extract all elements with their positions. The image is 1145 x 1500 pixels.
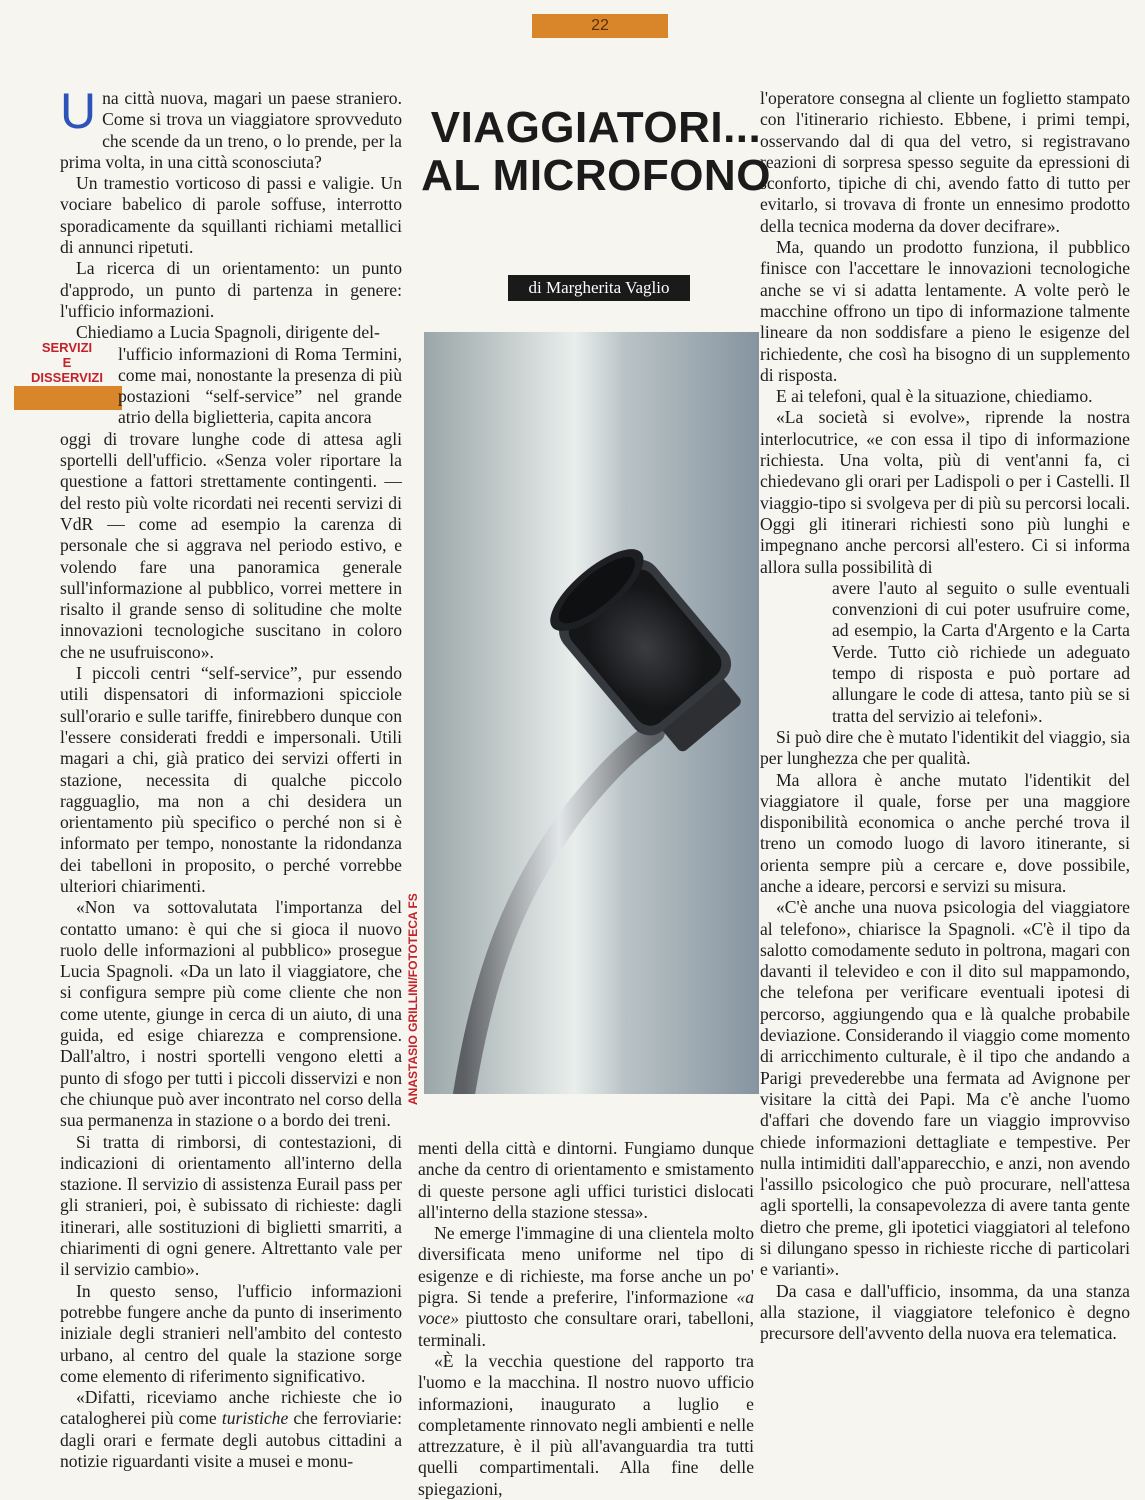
paragraph-continued: oggi di trovare lunghe code di attesa agli sportelli dell'ufficio. «Senza voler riportare la questione a fattori strettamente contingenti. — del resto più volte ricordati nei recenti servizi di VdR — come ad esempio la carenza di personale che si aggrava nel periodo estivo, e volendo fare una panoramica generale sull'informazione al pubblico, vorrei mettere in risalto il grande senso di solitudine che molte innovazioni tecnologiche suscitano in coloro che ne usufruiscono».: [60, 428, 402, 662]
paragraph: Da casa e dall'ufficio, insomma, da una stanza alla stazione, il viaggiatore telefonico è degno precursore dell'avvento della nuova era telematica.: [760, 1280, 1130, 1344]
paragraph: La ricerca di un orientamento: un punto d'approdo, un punto di partenza in genere: l'ufficio informazioni.: [60, 258, 402, 321]
section-label-line-1: SERVIZI: [41, 340, 93, 355]
headline-line-2: AL MICROFONO: [421, 151, 771, 200]
paragraph-continued: l'ufficio informazioni di Roma Termini, come mai, nonostante la presenza di più postazioni “self-service” nel grande atrio della biglietteria, capita ancora: [118, 343, 402, 428]
article-column-2: [418, 1138, 754, 1500]
paragraph: Un tramestio vorticoso di passi e valigie. Un vociare babelico di parole soffuse, interrotto sporadicamente da squillanti richiami metallici di annunci ripetuti.: [60, 173, 402, 258]
section-label-line-2: E: [62, 355, 72, 370]
paragraph-text: «Difatti, riceviamo anche richieste che io catalogherei più come: [60, 1387, 402, 1429]
emphasis: «a voce»: [418, 1287, 754, 1329]
drop-cap: U: [60, 83, 97, 139]
headline: [418, 104, 774, 200]
paragraph: «È la vecchia questione del rapporto tra l'uomo e la macchina. Il nostro nuovo ufficio informazioni, inaugurato a luglio e completamente rinnovato negli ambienti e nelle attrezzature, è il più all'avanguardia tra tutti quelli compartimentali. Alla fine delle spiegazioni,: [418, 1350, 754, 1499]
paragraph: Si può dire che è mutato l'identikit del viaggio, sia per lunghezza che per qualità.: [760, 726, 1130, 769]
paragraph: Si tratta di rimborsi, di contestazioni, di indicazioni di orientamento all'interno della stazione. Il servizio di assistenza Eurail pass per gli stranieri, poi, è subissato di richieste: dagli itinerari, alle sostituzioni di biglietti smarriti, a chiarimenti di ogni genere. Altrettanto vale per il servizio cambio».: [60, 1131, 402, 1280]
paragraph-continued: avere l'auto al seguito o sulle eventuali convenzioni di cui poter usufruire come, ad esempio, la Carta d'Argento e la Carta Verde. Tutto ciò richiede un adeguato tempo di risposta e può portare ad allungare le code di attesa, tanto più se si tratta del servizio ai telefoni».: [832, 577, 1130, 726]
paragraph-text: che ferroviarie: dagli orari e fermate degli autobus cittadini a notizie riguardanti visite a musei e monu-: [60, 1408, 402, 1471]
byline: di Margherita Vaglio: [508, 275, 690, 301]
section-label-line-3: DISSERVIZI: [30, 370, 103, 385]
paragraph: «Non va sottovalutata l'importanza del contatto umano: è qui che si gioca il nuovo ruolo delle informazioni al pubblico» prosegue Lucia Spagnoli. «Da un lato il viaggiatore, che si configura sempre più come cliente che non come utente, giunge in cerca di un aiuto, di una guida, ed esige chiarezza e comprensione. Dall'altro, i nostri sportelli vengono eletti a punto di sfogo per tutti i piccoli disservizi e non che chiunque può aver incontrato nel corso della sua permanenza in stazione o a bordo dei treni.: [60, 897, 402, 1131]
paragraph: Ma allora è anche mutato l'identikit del viaggiatore il quale, forse per una maggiore disponibilità economica o anche perché trova il treno un comodo luogo di lavoro itinerante, si orienta sempre più a cercare e, dove possibile, anche a ideare, percorsi e servizi su misura.: [760, 769, 1130, 896]
emphasis: turistiche: [221, 1408, 289, 1429]
paragraph: [418, 1223, 754, 1351]
paragraph: In questo senso, l'ufficio informazioni potrebbe fungere anche da punto di inserimento iniziale degli stranieri nell'ambito del contesto urbano, al centro del quale la stazione sorge come elemento di riferimento significativo.: [60, 1280, 402, 1386]
paragraph: Ma, quando un prodotto funziona, il pubblico finisce con l'accettare le innovazioni tecnologiche anche se vi si adatta lentamente. A volte però le macchine offrono un tipo di informazione talmente lineare da non soddisfare a pieno le esigenze del richiedente, che così ha bisogno di un supplemento di risposta.: [760, 237, 1130, 385]
paragraph-text: na città nuova, magari un paese straniero. Come si trova un viaggiatore sprovveduto che scende da un treno, o lo prende, per la prima volta, in una città sconosciuta?: [60, 88, 402, 172]
paragraph-continued: l'operatore consegna al cliente un foglietto stampato con l'itinerario richiesto. Ebbene, i primi tempi, osservando dal di qua del vetro, si registravano reazioni di sorpresa spesso seguite da epressioni di sconforto, tipiche di chi, avendo fatto di tutto per evitarlo, si trovava di fronte un ennesimo prodotto della tecnica moderna da dover decifrare».: [760, 88, 1130, 236]
paragraph: [60, 322, 402, 343]
photo-credit: ANASTASIO GRILLINI/FOTOTECA FS: [406, 893, 420, 1105]
article-column-1: [60, 83, 402, 1472]
paragraph-text: «La società si evolve», riprende la nostra interlocutrice, «e con essa il tipo di informazione richiesta. Una volta, più di vent'anni fa, ci chiedevano gli orari per Ladispoli o per i Castelli. Il viaggio-tipo si svolgeva per di più su percorsi locali. Oggi gli itinerari richiesti sono più lunghi e impegnano anche percorsi all'estero. Ci si informa allora sulla possibilità di: [760, 407, 1130, 577]
paragraph-text: piuttosto che consultare orari, tabelloni, terminali.: [418, 1308, 754, 1350]
headline-line-1: VIAGGIATORI...: [430, 103, 762, 152]
paragraph-text: Ne emerge l'immagine di una clientela molto diversificata meno uniforme nel tipo di esigenze e di richieste, ma forse anche un po' pigra. Si tende a preferire, l'informazione: [418, 1223, 754, 1308]
page-number: 22: [532, 14, 668, 38]
paragraph: I piccoli centri “self-service”, pur essendo utili dispensatori di informazioni spicciole sull'orario e sulle tariffe, finirebbero dunque con l'essere considerati freddi e impersonali. Utili magari a chi, già pratico dei servizi offerti in stazione, necessita di qualche piccolo ragguaglio, ma non a chi desidera un orientamento più specifico o perché non si è informato per tempo, nonostante la ridondanza dei tabelloni in proposito, o perché vorrebbe ulteriori chiarimenti.: [60, 663, 402, 896]
paragraph-continued: menti della città e dintorni. Fungiamo dunque anche da centro di orientamento e smistamento di queste persone agli uffici turistici dislocati all'interno della stazione stessa».: [418, 1138, 754, 1222]
paragraph-text: Chiediamo a Lucia Spagnoli, dirigente del-: [76, 322, 380, 343]
article-column-3: [760, 88, 1130, 1345]
paragraph: E ai telefoni, qual è la situazione, chiediamo.: [776, 386, 1093, 407]
paragraph: «C'è anche una nuova psicologia del viaggiatore al telefono», chiarisce la Spagnoli. «C'è il tipo da salotto comodamente seduto in poltrona, magari con davanti il televideo e con il dito sul mappamondo, che telefona per verificare eventuali ipotesi di percorso, aggiungendo qua e là qualche probabile deviazione. Considerando il viaggio come momento di arricchimento culturale, è il tipo che andando a Parigi prevederebbe una fermata ad Avignone per visitare la città dei Papi. Ma c'è anche l'uomo d'affari che dovendo fare un viaggio improvviso chiede informazioni dettagliate e tempestive. Per nulla intimiditi dall'apparecchio, e anzi, non avendo l'assillo psicologico che può procurare, nell'attesa agli sportelli, la consapevolezza di avere tanta gente dietro che preme, gli ipotetici viaggiatori al telefono si dilungano spesso in richieste ricche di particolari e varianti».: [760, 897, 1130, 1280]
paragraph: [760, 407, 1130, 577]
paragraph: [60, 83, 402, 173]
microphone-photo: [424, 332, 759, 1094]
paragraph: [60, 1387, 402, 1472]
